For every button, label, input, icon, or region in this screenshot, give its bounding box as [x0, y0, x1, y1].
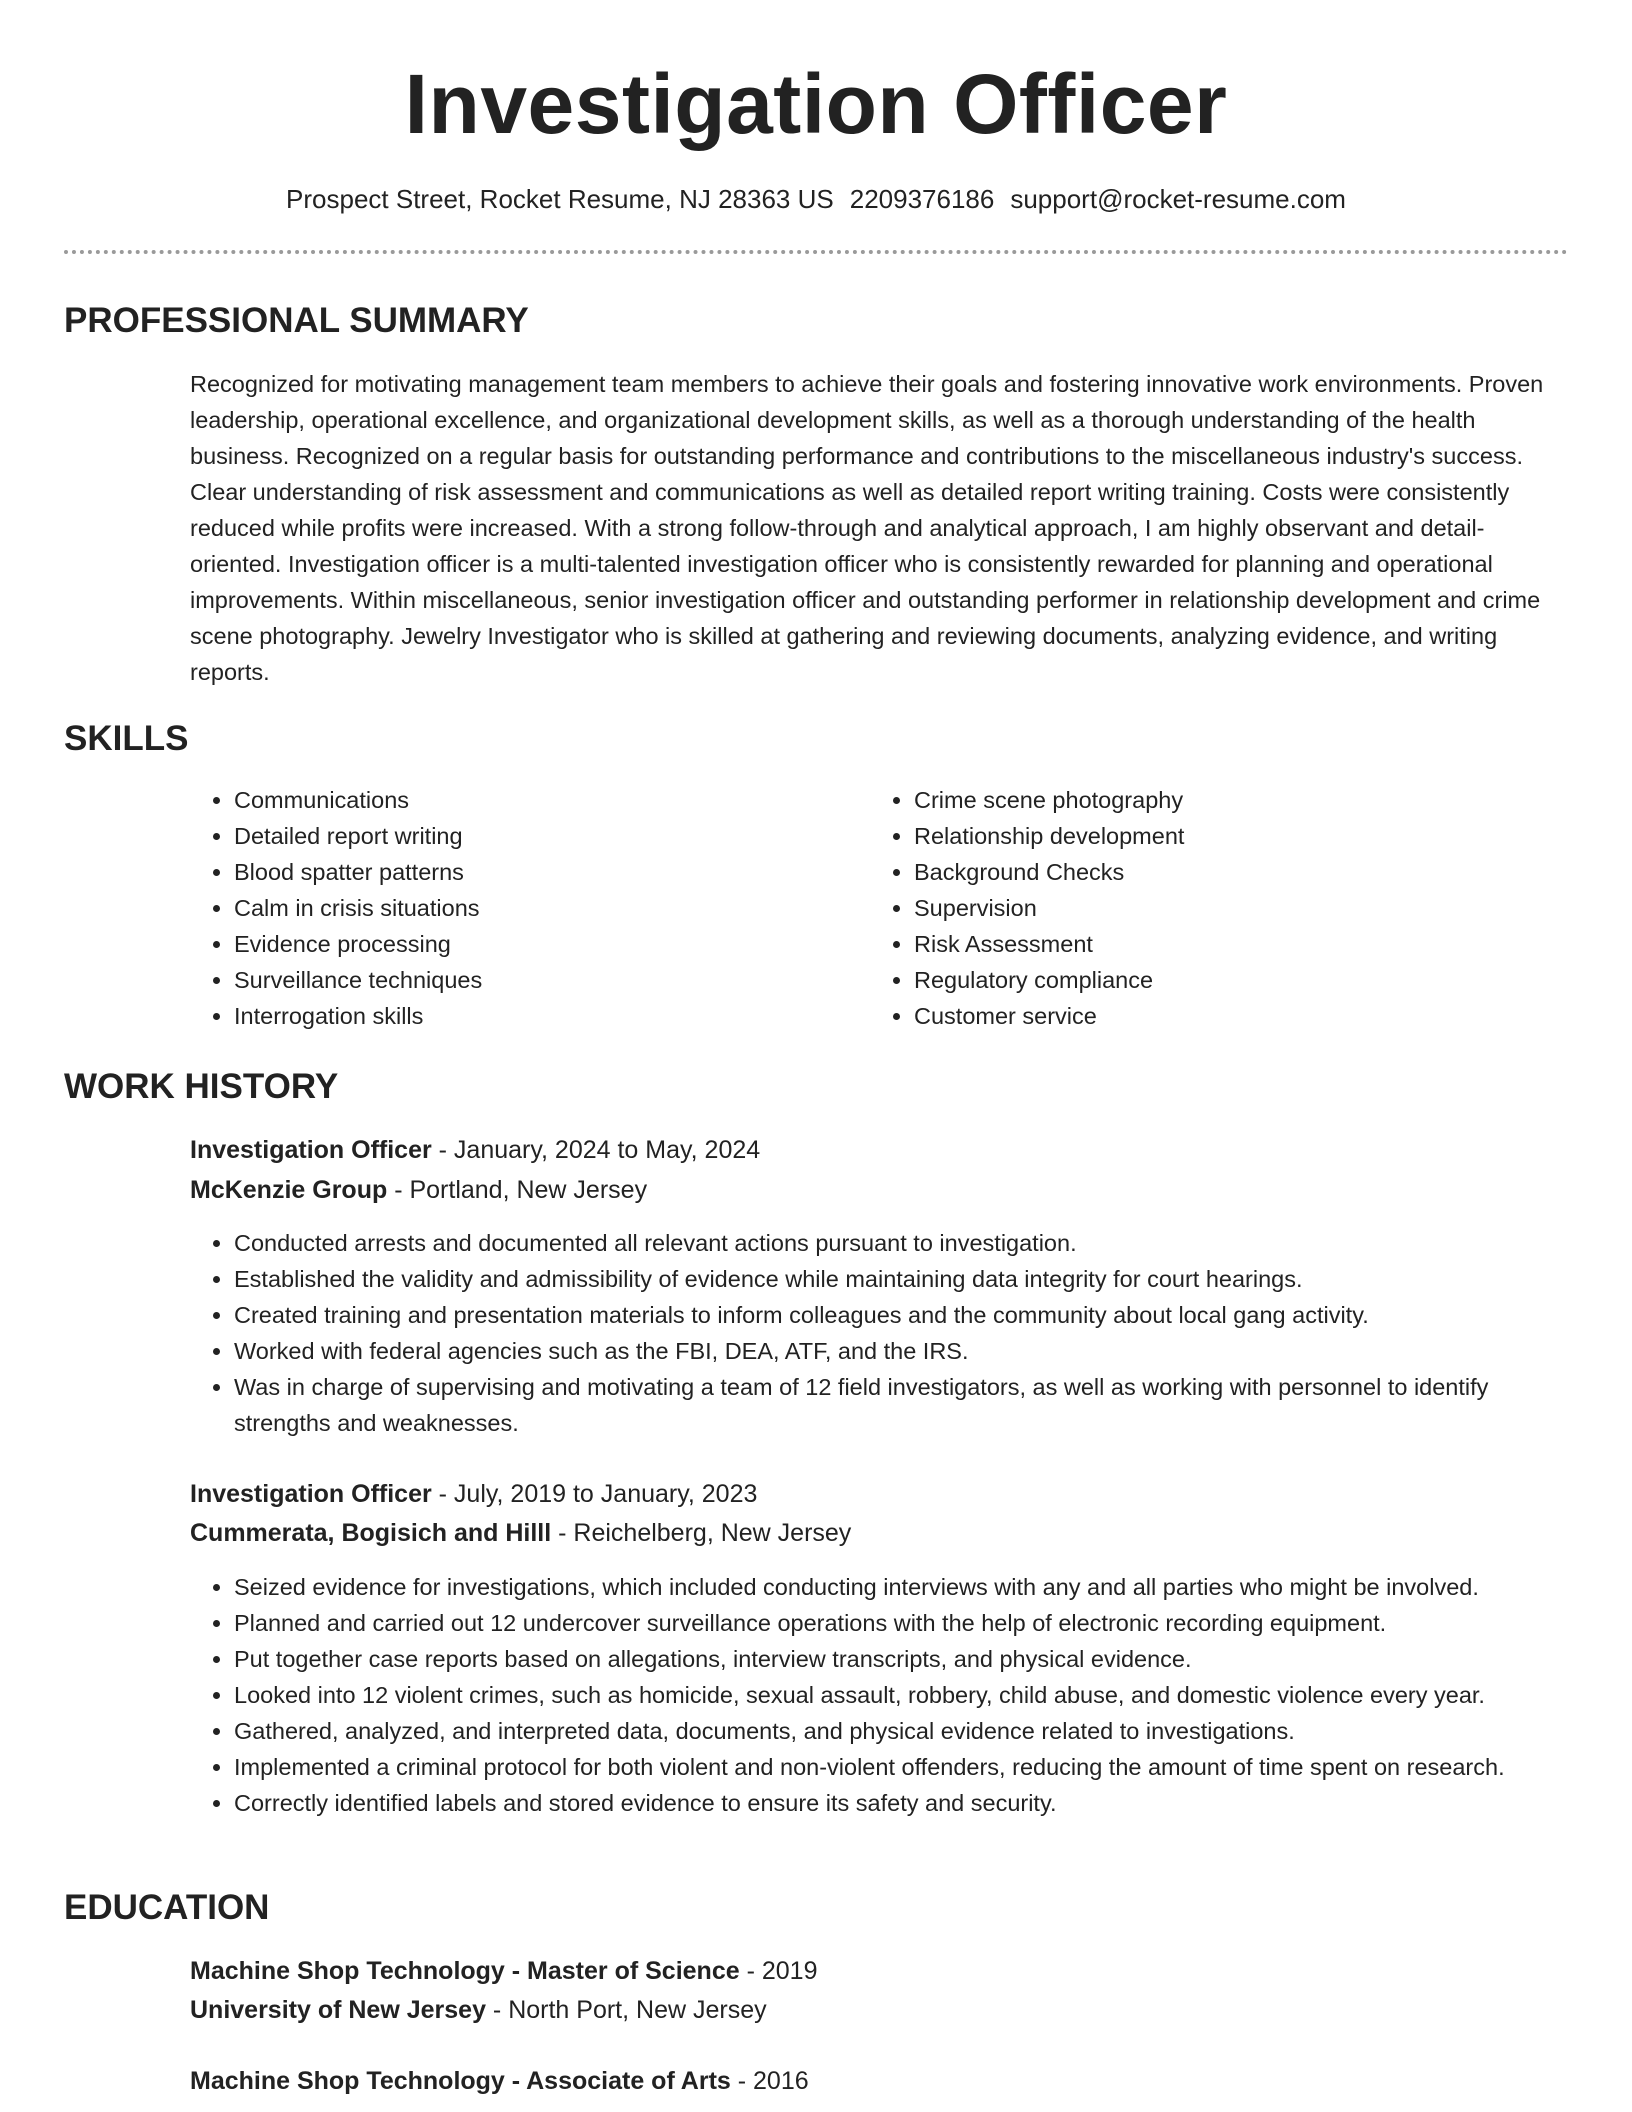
job-bullet: • Looked into 12 violent crimes, such as homicide, sexual assault, robbery, child abuse, and domestic violence every year.	[234, 1677, 1590, 1713]
header-divider	[64, 250, 1568, 254]
skill-item: • Relationship development	[914, 818, 1510, 854]
job-role: Investigation Officer	[190, 1480, 432, 1508]
job-bullet: • Gathered, analyzed, and interpreted data, documents, and physical evidence related to investigations.	[234, 1713, 1590, 1749]
job-location: - Portland, New Jersey	[387, 1176, 648, 1204]
job-company: McKenzie Group	[190, 1176, 388, 1204]
skill-item: • Communications	[234, 782, 830, 818]
contact-line	[0, 181, 1632, 217]
job-dates: - January, 2024 to May, 2024	[431, 1136, 761, 1164]
job-bullet: • Planned and carried out 12 undercover surveillance operations with the help of electronic recording equipment.	[234, 1605, 1590, 1641]
contact-address: Prospect Street, Rocket Resume, NJ 28363 US	[286, 184, 834, 214]
contact-phone: 2209376186	[849, 184, 995, 214]
education-heading: EDUCATION	[64, 1888, 270, 1927]
job-role: Investigation Officer	[190, 1136, 432, 1164]
skill-item: • Evidence processing	[234, 926, 830, 962]
skills-column-left	[190, 782, 830, 1034]
education-degree-line	[190, 2062, 809, 2100]
job-company-line	[190, 1514, 851, 1552]
education-year: - 2019	[739, 1957, 818, 1985]
skill-item: • Regulatory compliance	[914, 962, 1510, 998]
skill-item: • Crime scene photography	[914, 782, 1510, 818]
skill-item: • Interrogation skills	[234, 998, 830, 1034]
job-bullet: • Established the validity and admissibility of evidence while maintaining data integrity for court hearings.	[234, 1261, 1590, 1297]
contact-email[interactable]: support@rocket-resume.com	[1010, 184, 1346, 214]
skill-item: • Customer service	[914, 998, 1510, 1034]
job-bullet: • Was in charge of supervising and motivating a team of 12 field investigators, as well as working with personnel to identify strengths and weaknesses.	[234, 1369, 1534, 1441]
skill-item: • Blood spatter patterns	[234, 854, 830, 890]
skill-item: • Background Checks	[914, 854, 1510, 890]
skill-item: • Supervision	[914, 890, 1510, 926]
job-bullet: • Correctly identified labels and stored evidence to ensure its safety and security.	[234, 1785, 1590, 1821]
job-bullet: • Put together case reports based on allegations, interview transcripts, and physical evidence.	[234, 1641, 1590, 1677]
education-location: - North Port, New Jersey	[485, 1996, 767, 2024]
education-degree: Machine Shop Technology - Associate of Arts	[190, 2067, 731, 2095]
job-bullet: • Created training and presentation materials to inform colleagues and the community about local gang activity.	[234, 1297, 1590, 1333]
skill-item: • Calm in crisis situations	[234, 890, 830, 926]
education-degree: Machine Shop Technology - Master of Science	[190, 1957, 740, 1985]
education-school: University of New Jersey	[190, 1996, 486, 2024]
resume-name: Investigation Officer	[404, 57, 1228, 151]
skill-item: • Risk Assessment	[914, 926, 1510, 962]
education-school-line	[190, 1991, 767, 2029]
skills-heading: SKILLS	[64, 719, 189, 758]
job-location: - Reichelberg, New Jersey	[551, 1519, 852, 1547]
job-dates: - July, 2019 to January, 2023	[431, 1480, 758, 1508]
job-bullets	[190, 1225, 1590, 1441]
education-year: - 2016	[730, 2067, 809, 2095]
job-title-line	[190, 1131, 760, 1169]
job-company: Cummerata, Bogisich and Hilll	[190, 1519, 552, 1547]
job-bullet: • Seized evidence for investigations, which included conducting interviews with any and all parties who might be involved.	[234, 1569, 1590, 1605]
job-company-line	[190, 1171, 647, 1209]
skills-column-right	[870, 782, 1510, 1034]
job-bullet: • Worked with federal agencies such as the FBI, DEA, ATF, and the IRS.	[234, 1333, 1590, 1369]
job-bullet: • Conducted arrests and documented all relevant actions pursuant to investigation.	[234, 1225, 1590, 1261]
job-bullets	[190, 1569, 1590, 1821]
job-bullet: • Implemented a criminal protocol for both violent and non-violent offenders, reducing the amount of time spent on research.	[234, 1749, 1534, 1785]
job-title-line	[190, 1475, 757, 1513]
summary-heading: PROFESSIONAL SUMMARY	[64, 301, 529, 340]
education-degree-line	[190, 1952, 817, 1990]
skill-item: • Surveillance techniques	[234, 962, 830, 998]
work-history-heading: WORK HISTORY	[64, 1067, 339, 1106]
skill-item: • Detailed report writing	[234, 818, 830, 854]
summary-text: Recognized for motivating management team members to achieve their goals and fostering innovative work environments. Proven leadership, operational excellence, and organizational development skills, as well as a thorough understanding of the health business. Recognized on a regular basis for outstanding performance and contributions to the miscellaneous industry's success. Clear understanding of risk assessment and communications as well as detailed report writing training. Costs were consistently reduced while profits were increased. With a strong follow-through and analytical approach, I am highly observant and detail-oriented. Investigation officer is a multi-talented investigation officer who is consistently rewarded for planning and operational improvements. Within miscellaneous, senior investigation officer and outstanding performer in relationship development and crime scene photography. Jewelry Investigator who is skilled at gathering and reviewing documents, analyzing evidence, and writing reports.	[190, 371, 1544, 685]
